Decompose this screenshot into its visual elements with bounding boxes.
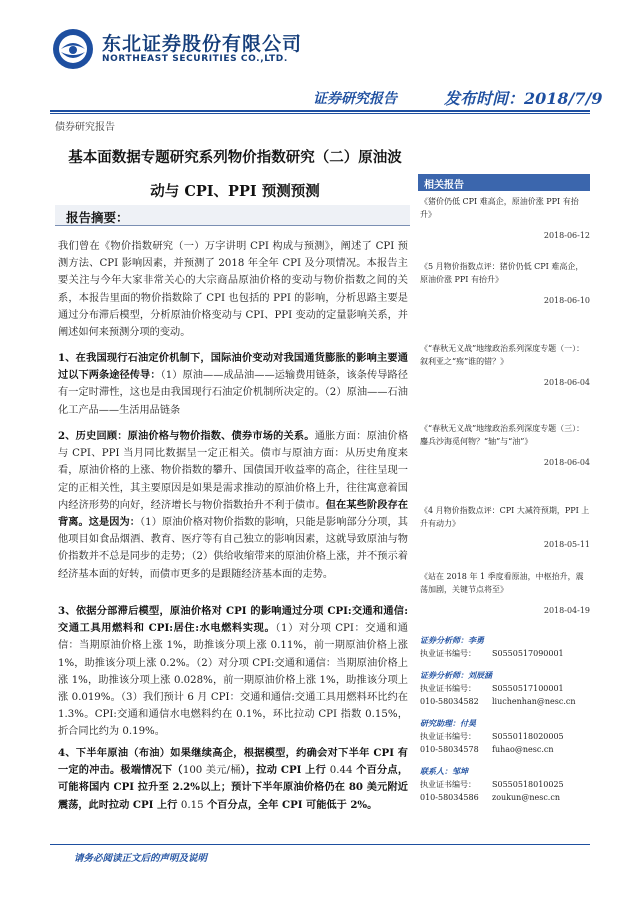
point-4-price: 100 美元/桶	[182, 765, 241, 777]
report-type: 证券研究报告	[313, 91, 397, 107]
summary-point-2	[58, 428, 408, 583]
cert-number: S0550118020005	[492, 732, 564, 741]
related-report-date: 2018-04-19	[543, 606, 590, 615]
cert-label: 执业证书编号：	[420, 780, 476, 789]
related-report-title[interactable]: 《5 月物价指数点评：猪价仍低 CPI 难高企，原油价涨 PPI 有抬升》	[420, 262, 584, 284]
report-title-line-1: 基本面数据专题研究系列物价指数研究（二）原油波	[68, 149, 402, 166]
related-report-item[interactable]	[420, 342, 590, 422]
related-report-item[interactable]	[420, 422, 590, 504]
summary-point-3	[58, 603, 408, 741]
related-report-date: 2018-06-04	[543, 378, 590, 387]
company-name-en: NORTHEAST SECURITIES CO.,LTD.	[102, 54, 288, 64]
point-2-text-2: （1）原油价格对物价指数的影响，只能是影响部分分项，其他项目如食品烟酒、教育、医疗等有自己独立的影响因素，这就导致原油与物价指数并不总是同步的走势；（2）供给收缩带来的原油价格上涨，并不预示着经济基本面的好转，而债市更多的是跟随经济基本面的走势。	[58, 517, 408, 580]
related-report-date: 2018-06-04	[543, 458, 590, 467]
point-1-text: （1）原油——成品油——运输费用链条，该条传导路径有一定时滞性，这也是由我国现行石油定价机制所决定的。（2）原油——石油化工产品——生活用品链条	[58, 370, 408, 416]
related-report-date: 2018-06-12	[543, 231, 590, 240]
related-reports-list	[420, 195, 590, 634]
analyst-role: 证券分析师：李勇	[420, 635, 484, 645]
report-title-line-2: 动与 CPI、PPI 预测预测	[150, 183, 320, 200]
footer-divider	[50, 844, 590, 845]
report-category: 债券研究报告	[55, 122, 115, 133]
analyst-role: 联系人：邹坤	[420, 766, 468, 776]
analyst-block	[420, 669, 590, 708]
point-3-text: （1）对分项 CPI：交通和通信：当期原油价格上涨 1%，助推该分项上涨 0.11%，前一期原油价格上涨 1%，助推该分项上涨 0.2%。（2）对分项 CPI:交通和通信：当期原油价格上涨 1%，助推该分项上涨 0.028%，前一期原油价格上涨 1%，助推该分项上涨 0.019%。（3）我们预计 6 月 CPI：交通和通信:交通工具用燃料环比约在 1.3%。CPI:交通和通信水电燃料约在 0.1%，环比拉动 CPI 指数 0.15%，折合同比约为 0.19%。	[58, 623, 408, 738]
point-2-emphasis: 但在某些阶段存在背离。这是因为：	[58, 498, 409, 529]
summary-heading: 报告摘要：	[66, 210, 129, 225]
company-name-cn: 东北证券股份有限公司	[102, 33, 303, 55]
point-4-text-2: 个百分点，可能将国内 CPI 拉升至 2.2%以上；预计下半年原油价格仍在 80 美元附近震荡，此时拉动 CPI 上行	[58, 764, 409, 811]
point-4-number: 0.44	[329, 765, 353, 777]
analyst-list	[420, 634, 590, 813]
point-2-text: 通胀方面：原油价格与 CPI、PPI 当月同比数据呈一定正相关。债市与原油方面：从历史角度来看，原油价格的上涨、物价指数的攀升、国债国开收益率的高企，往往呈现一定的正相关性，其主要原因是如果是需求推动的原油价格上升，往往寓意着国内经济形势的向好，经济增长与物价指数抬升不利于债市。	[58, 431, 409, 511]
related-report-title[interactable]: 《猪价仍低 CPI 难高企，原油价涨 PPI 有抬升》	[420, 197, 579, 219]
point-3-lead: 3、依据分部滞后模型，原油价格对 CPI 的影响通过分项 CPI:交通和通信:交通工具用燃料和 CPI:居住:水电燃料实现。	[58, 605, 408, 635]
analyst-role: 研究助理：付昊	[420, 718, 476, 728]
header-divider-thin	[50, 113, 590, 114]
email-link[interactable]: fuhao@nesc.cn	[492, 745, 554, 754]
cert-label: 执业证书编号：	[420, 649, 476, 658]
analyst-block	[420, 765, 590, 804]
related-report-date: 2018-05-11	[543, 540, 590, 549]
related-reports-heading: 相关报告	[424, 180, 464, 191]
cert-number: S0550517100001	[492, 684, 564, 693]
cert-number: S0550517090001	[492, 649, 564, 658]
point-1-lead: 1、在我国现行石油定价机制下，国际油价变动对我国通货膨胀的影响主要通过以下两条途径传导：	[58, 352, 408, 382]
analyst-block	[420, 717, 590, 756]
phone-number: 010-58034578	[420, 745, 479, 754]
summary-intro	[58, 238, 408, 341]
analyst-block	[420, 634, 590, 660]
cert-label: 执业证书编号：	[420, 684, 476, 693]
related-report-title[interactable]: 《“春秋无义战”地缘政治系列深度专题（三）：鏖兵沙海觅何物？“轴”与“油”》	[420, 424, 585, 446]
related-report-title[interactable]: 《“春秋无义战”地缘政治系列深度专题（一）：叙利亚之“殇”谁的错？》	[420, 344, 585, 366]
phone-number: 010-58034582	[420, 697, 479, 706]
summary-point-1	[58, 350, 408, 419]
point-4-text-3: 个百分点，全年 CPI 可能低于 2%。	[203, 798, 378, 811]
summary-point-4	[58, 745, 408, 814]
related-report-title[interactable]: 《站在 2018 年 1 季度看原油，中枢抬升，震荡加剧，关键节点将至》	[420, 572, 584, 594]
related-report-item[interactable]	[420, 570, 590, 634]
cert-number: S0550518010025	[492, 780, 564, 789]
point-2-lead: 2、历史回顾：原油价格与物价指数、债券市场的关系。	[58, 430, 315, 442]
publish-date: 发布时间：2018/7/9	[444, 89, 603, 108]
related-report-item[interactable]	[420, 260, 590, 342]
company-logo	[52, 28, 94, 70]
point-4-number-2: 0.15	[180, 799, 204, 811]
related-report-date: 2018-06-10	[543, 296, 590, 305]
footer-disclaimer[interactable]: 请务必阅读正文后的声明及说明	[74, 853, 208, 864]
phone-number: 010-58034586	[420, 793, 479, 802]
related-report-title[interactable]: 《4 月物价指数点评：CPI 大减符预期，PPI 上升有动力》	[420, 506, 590, 528]
analyst-role: 证券分析师：刘辰涵	[420, 670, 492, 680]
intro-paragraph: 我们曾在《物价指数研究（一）万字讲明 CPI 构成与预测》，阐述了 CPI 预测方法、CPI 影响因素，并预测了 2018 年全年 CPI 及分项情况。本报告主要关注与今年大家非常关心的大宗商品原油价格的变动与物价指数之间的关系，本报告里面的物价指数除了 CPI 也包括的 PPI 的影响，分析思路主要是通过分布滞后模型，分析原油价格变动与 CPI、PPI 变动的定量影响关系，并阐述如何来预测分项的变动。	[58, 241, 408, 339]
email-link[interactable]: liuchenhan@nesc.cn	[492, 697, 576, 706]
related-report-item[interactable]	[420, 195, 590, 260]
header-divider	[50, 110, 590, 112]
point-4-lead: 4、下半年原油（布油）如果继续高企，根据模型，约确会对下半年 CPI 有一定的冲击。极端情况下（	[58, 747, 408, 777]
cert-label: 执业证书编号：	[420, 732, 476, 741]
point-4-text: ），拉动 CPI 上行	[240, 764, 330, 777]
email-link[interactable]: zoukun@nesc.cn	[492, 793, 560, 802]
related-report-item[interactable]	[420, 504, 590, 570]
